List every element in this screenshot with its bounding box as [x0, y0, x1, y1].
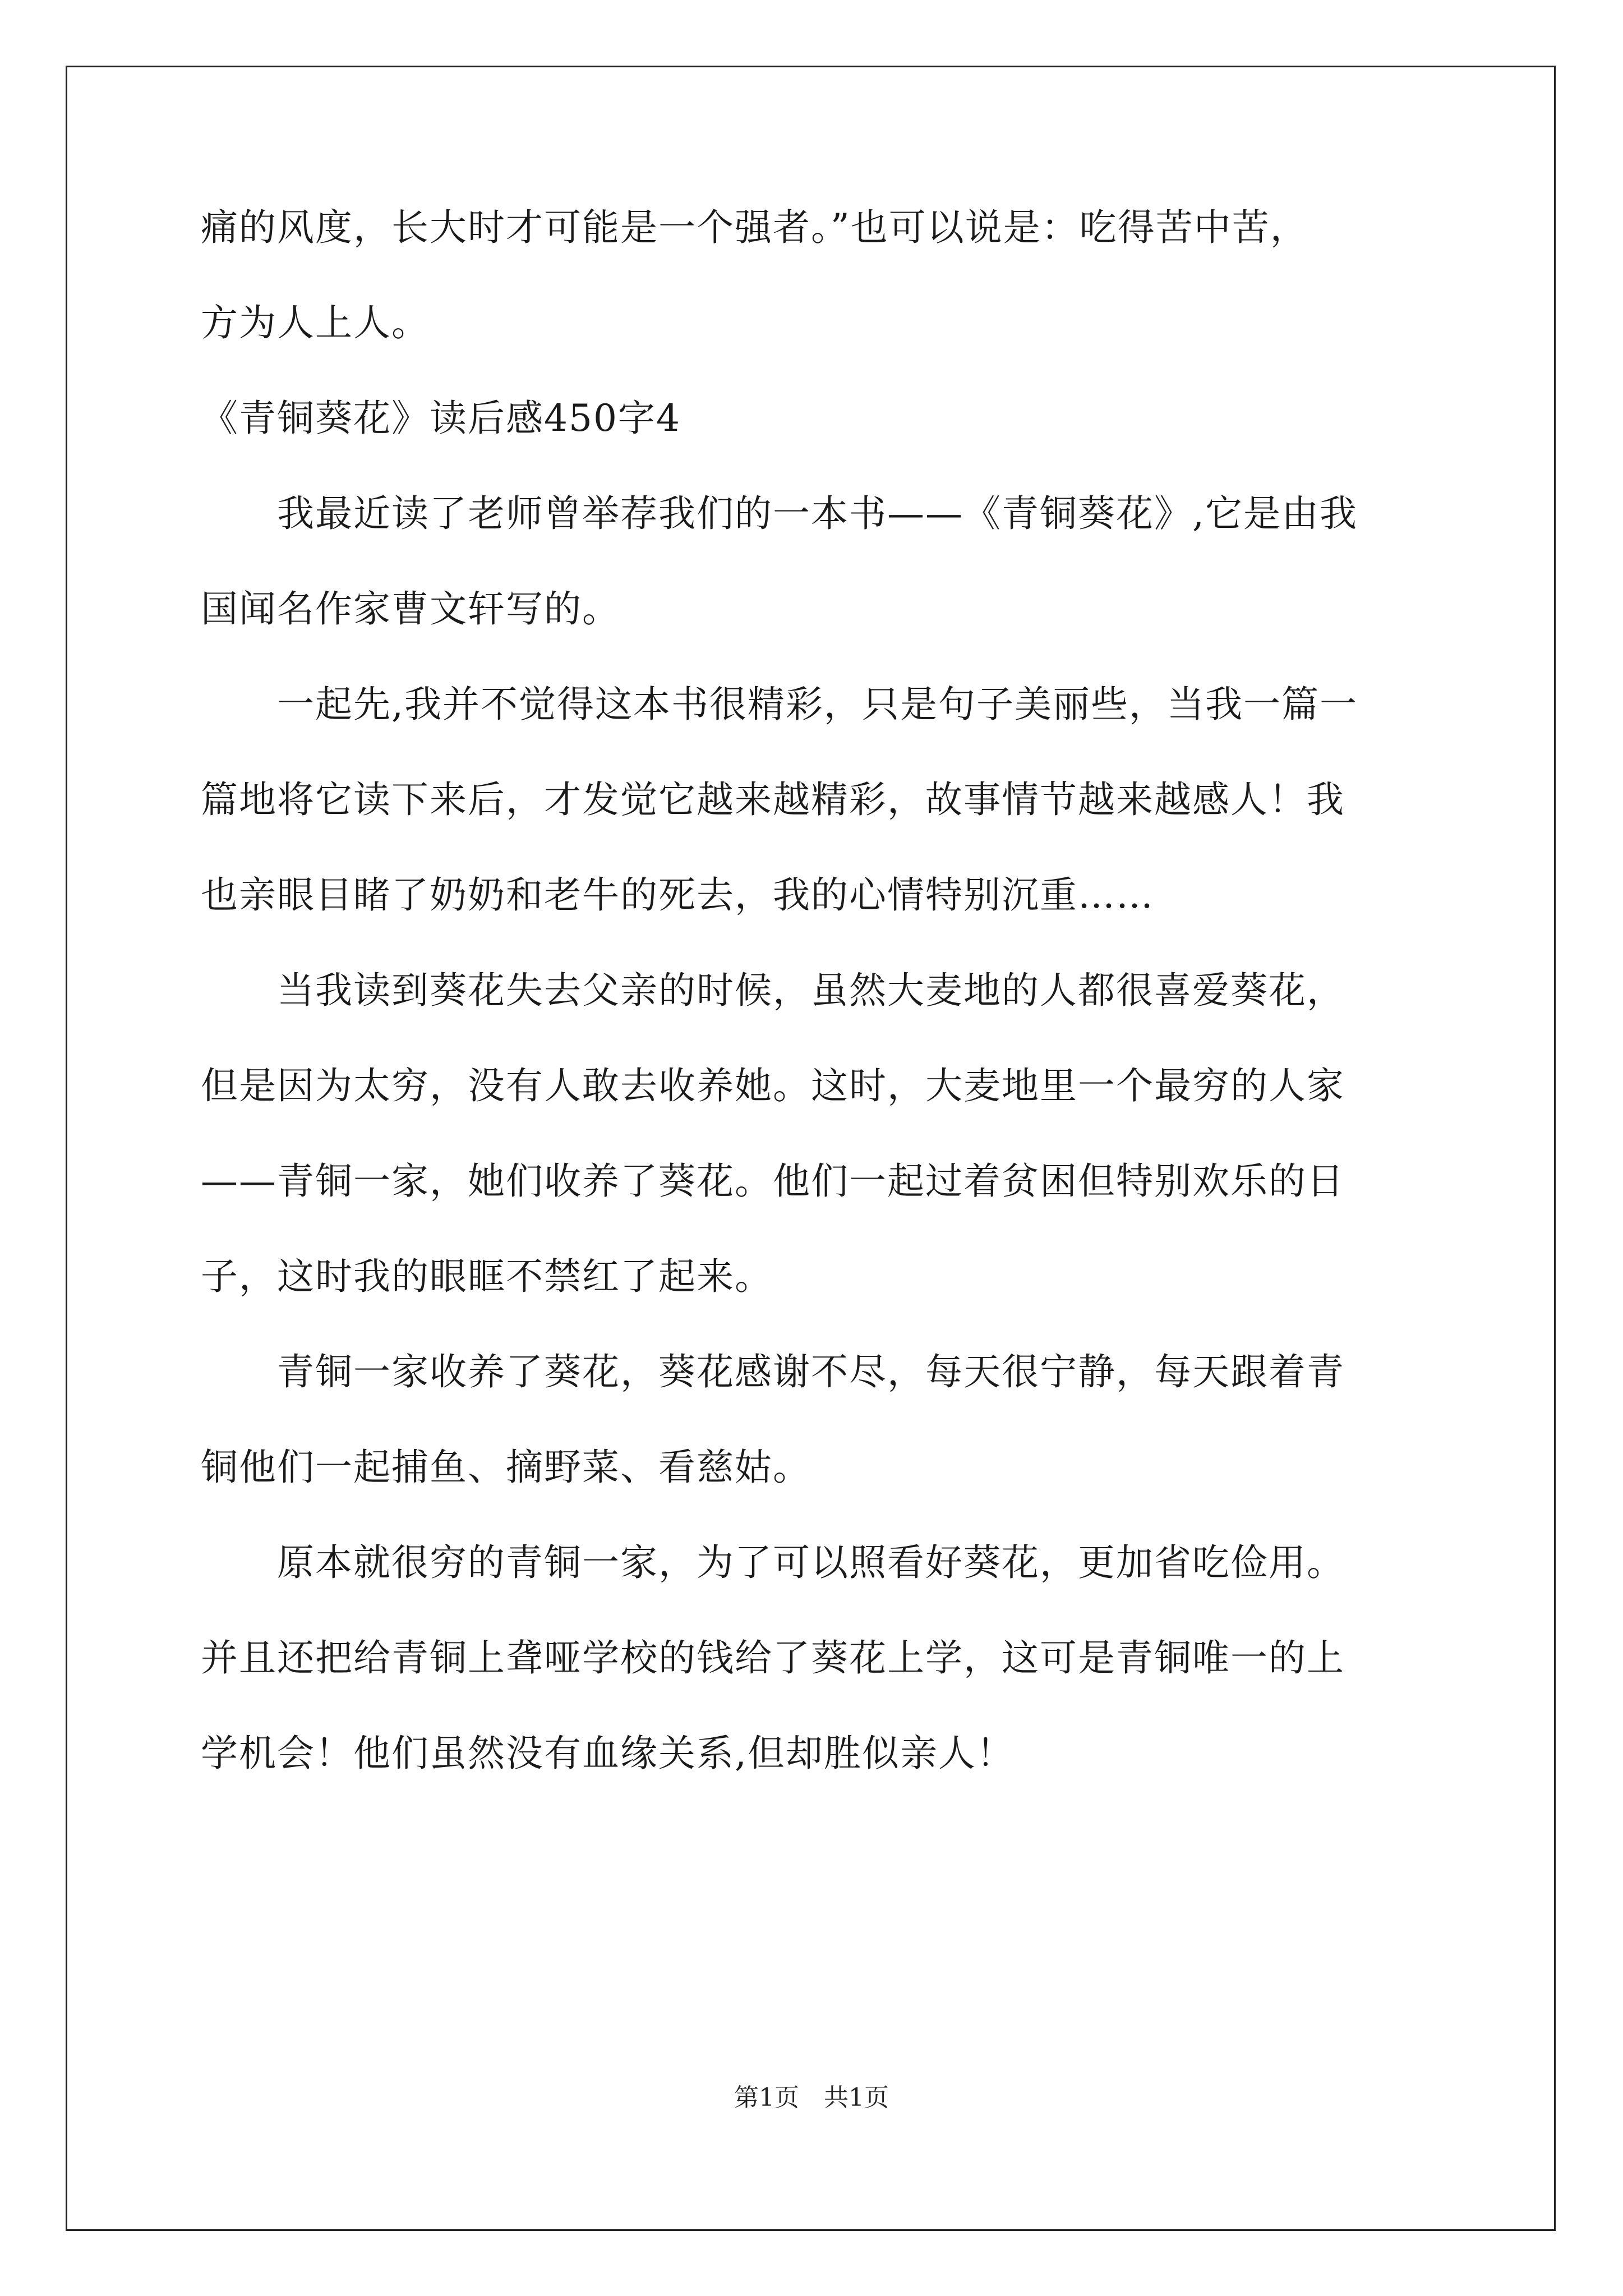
text-line: 当我读到葵花失去父亲的时候，虽然大麦地的人都很喜爱葵花， — [201, 969, 1345, 1012]
text-line: 子，这时我的眼眶不禁红了起来。 — [201, 1255, 773, 1298]
text-line: 方为人上人。 — [201, 301, 430, 344]
text-line: 并且还把给青铜上聋哑学校的钱给了葵花上学，这可是青铜唯一的上 — [201, 1636, 1345, 1680]
text-line: 铜他们一起捕鱼、摘野菜、看慈姑。 — [201, 1446, 811, 1489]
page-number: 第1页 共1页 — [734, 2083, 889, 2112]
text-line: 篇地将它读下来后，才发觉它越来越精彩，故事情节越来越感人！我 — [201, 778, 1345, 821]
text-line: 但是因为太穷，没有人敢去收养她。这时，大麦地里一个最穷的人家 — [201, 1064, 1345, 1107]
text-line: 原本就很穷的青铜一家，为了可以照看好葵花，更加省吃俭用。 — [201, 1541, 1345, 1584]
text-line: 一起先,我并不觉得这本书很精彩，只是句子美丽些，当我一篇一 — [201, 683, 1358, 726]
page-frame — [66, 66, 1556, 2231]
section-heading: 《青铜葵花》读后感450字4 — [201, 397, 681, 440]
text-line: 学机会！他们虽然没有血缘关系,但却胜似亲人！ — [201, 1732, 1015, 1775]
text-line: ——青铜一家，她们收养了葵花。他们一起过着贫困但特别欢乐的日 — [201, 1159, 1345, 1203]
text-line: 也亲眼目睹了奶奶和老牛的死去，我的心情特别沉重…… — [201, 873, 1154, 917]
text-line: 痛的风度，长大时才可能是一个强者。”也可以说是：吃得苦中苦， — [201, 206, 1308, 249]
text-line: 国闻名作家曹文轩写的。 — [201, 587, 620, 631]
text-line: 我最近读了老师曾举荐我们的一本书——《青铜葵花》,它是由我 — [201, 492, 1358, 535]
text-line: 青铜一家收养了葵花，葵花感谢不尽，每天很宁静，每天跟着青 — [201, 1350, 1345, 1393]
